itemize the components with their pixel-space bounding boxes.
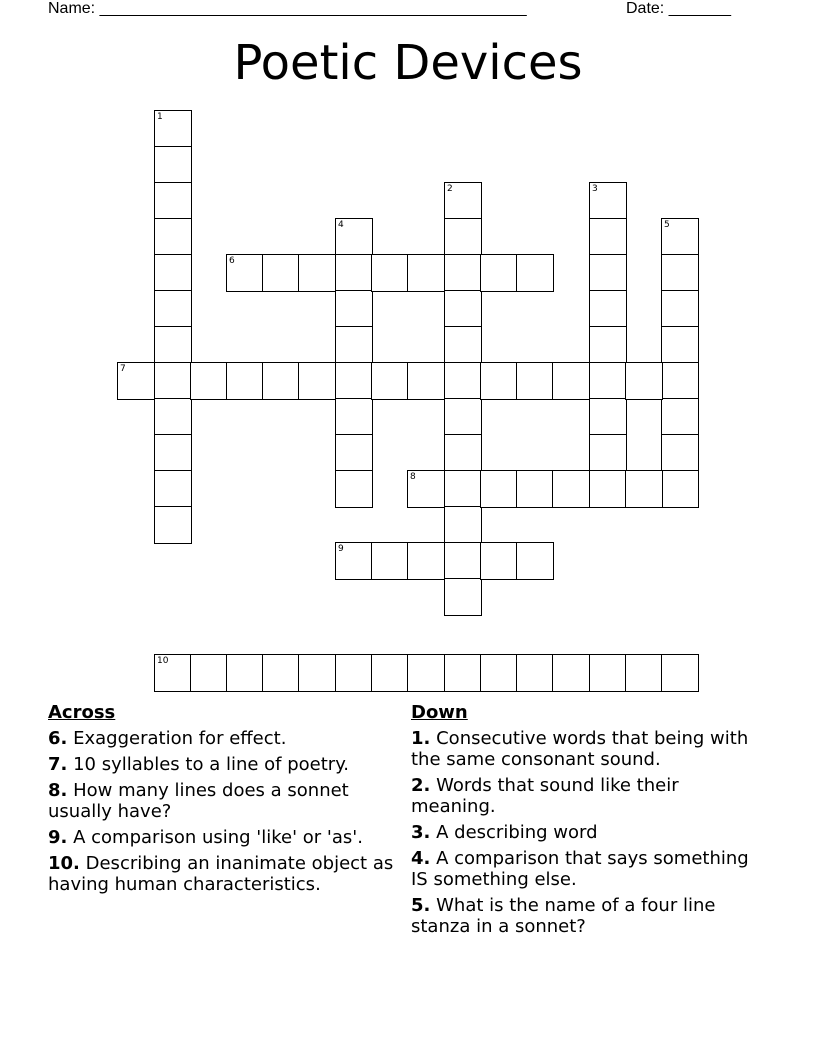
grid-cell[interactable] [335, 254, 373, 292]
grid-cell[interactable] [371, 654, 409, 692]
grid-cell[interactable] [589, 362, 627, 400]
grid-cell-8[interactable] [407, 470, 445, 508]
grid-cell-5[interactable] [661, 218, 699, 256]
cell-number: 2 [447, 184, 453, 194]
grid-cell[interactable] [154, 326, 192, 364]
clue-number: 10. [48, 853, 80, 874]
clue-text: Exaggeration for effect. [73, 728, 287, 749]
grid-cell[interactable] [589, 254, 627, 292]
clue-number: 8. [48, 780, 68, 801]
clue-number: 6. [48, 728, 68, 749]
date-field[interactable]: Date: _______ [626, 0, 731, 17]
grid-cell[interactable] [661, 254, 699, 292]
clue-number: 4. [411, 848, 431, 869]
grid-cell[interactable] [444, 578, 482, 616]
grid-cell[interactable] [589, 326, 627, 364]
grid-cell-7[interactable] [117, 362, 155, 400]
page-title: Poetic Devices [233, 35, 583, 91]
cell-number: 10 [157, 656, 169, 666]
grid-cell[interactable] [589, 654, 627, 692]
grid-cell[interactable] [661, 326, 699, 364]
down-clue-1 [411, 728, 761, 770]
clue-text: Words that sound like their meaning. [411, 775, 679, 817]
clue-number: 5. [411, 895, 431, 916]
grid-cell[interactable] [335, 654, 373, 692]
grid-cell[interactable] [480, 654, 518, 692]
grid-cell[interactable] [298, 654, 336, 692]
cell-number: 9 [338, 544, 344, 554]
grid-cell[interactable] [262, 254, 300, 292]
grid-cell[interactable] [444, 218, 482, 256]
grid-cell[interactable] [661, 362, 699, 400]
grid-cell[interactable] [516, 254, 554, 292]
grid-cell[interactable] [335, 398, 373, 436]
grid-cell[interactable] [154, 218, 192, 256]
across-clue-8 [48, 780, 398, 822]
name-field[interactable]: Name: ________________________________________________ [48, 0, 527, 17]
grid-cell-3[interactable] [589, 182, 627, 220]
grid-cell[interactable] [371, 254, 409, 292]
grid-cell[interactable] [226, 654, 264, 692]
down-clue-2 [411, 775, 761, 817]
clue-text: What is the name of a four line stanza in a sonnet? [411, 895, 716, 937]
clue-number: 9. [48, 827, 68, 848]
grid-cell[interactable] [154, 398, 192, 436]
across-clue-9 [48, 827, 398, 848]
grid-cell[interactable] [516, 470, 554, 508]
grid-cell[interactable] [444, 654, 482, 692]
grid-cell[interactable] [190, 362, 228, 400]
grid-cell[interactable] [444, 362, 482, 400]
clue-number: 1. [411, 728, 431, 749]
down-clue-5 [411, 895, 761, 937]
down-clue-4 [411, 848, 761, 890]
clue-text: A comparison that says something IS something else. [411, 848, 749, 890]
grid-cell[interactable] [480, 470, 518, 508]
grid-cell[interactable] [154, 434, 192, 472]
grid-cell[interactable] [444, 542, 482, 580]
grid-cell[interactable] [444, 290, 482, 328]
grid-cell[interactable] [625, 654, 663, 692]
grid-cell[interactable] [625, 362, 663, 400]
grid-cell[interactable] [589, 290, 627, 328]
down-clues [411, 702, 761, 942]
grid-cell[interactable] [589, 470, 627, 508]
grid-cell[interactable] [661, 290, 699, 328]
cell-number: 8 [410, 472, 416, 482]
grid-cell-6[interactable] [226, 254, 264, 292]
grid-cell[interactable] [480, 254, 518, 292]
across-clues [48, 702, 398, 900]
grid-cell[interactable] [552, 654, 590, 692]
grid-cell[interactable] [589, 434, 627, 472]
grid-cell-10[interactable] [154, 654, 192, 692]
grid-cell[interactable] [661, 434, 699, 472]
grid-cell[interactable] [371, 362, 409, 400]
grid-cell[interactable] [335, 362, 373, 400]
down-clue-3 [411, 822, 761, 843]
grid-cell[interactable] [407, 654, 445, 692]
grid-cell[interactable] [480, 542, 518, 580]
grid-cell[interactable] [480, 362, 518, 400]
grid-cell-9[interactable] [335, 542, 373, 580]
grid-cell[interactable] [335, 470, 373, 508]
across-clue-10 [48, 853, 398, 895]
grid-cell-4[interactable] [335, 218, 373, 256]
cell-number: 5 [664, 220, 670, 230]
clue-text: A comparison using 'like' or 'as'. [73, 827, 363, 848]
grid-cell[interactable] [298, 362, 336, 400]
grid-cell[interactable] [154, 146, 192, 184]
grid-cell[interactable] [262, 362, 300, 400]
grid-cell[interactable] [371, 542, 409, 580]
grid-cell[interactable] [444, 470, 482, 508]
grid-cell[interactable] [407, 542, 445, 580]
grid-cell-2[interactable] [444, 182, 482, 220]
cell-number: 6 [229, 256, 235, 266]
grid-cell[interactable] [154, 362, 192, 400]
grid-cell[interactable] [661, 398, 699, 436]
clue-text: 10 syllables to a line of poetry. [73, 754, 349, 775]
grid-cell[interactable] [661, 470, 699, 508]
cell-number: 4 [338, 220, 344, 230]
grid-cell[interactable] [154, 290, 192, 328]
clue-text: Consecutive words that being with the same consonant sound. [411, 728, 749, 770]
clue-number: 3. [411, 822, 431, 843]
grid-cell[interactable] [516, 362, 554, 400]
cell-number: 3 [592, 184, 598, 194]
cell-number: 1 [157, 112, 163, 122]
grid-cell[interactable] [444, 398, 482, 436]
grid-cell[interactable] [407, 254, 445, 292]
grid-cell[interactable] [444, 326, 482, 364]
grid-cell[interactable] [589, 218, 627, 256]
grid-cell[interactable] [335, 290, 373, 328]
grid-cell[interactable] [444, 254, 482, 292]
grid-cell-1[interactable] [154, 110, 192, 148]
grid-cell[interactable] [298, 254, 336, 292]
clue-text: Describing an inanimate object as having human characteristics. [48, 853, 394, 895]
clue-number: 7. [48, 754, 68, 775]
grid-cell[interactable] [154, 254, 192, 292]
clue-text: A describing word [436, 822, 598, 843]
grid-cell[interactable] [444, 506, 482, 544]
down-heading: Down [411, 702, 468, 723]
grid-cell[interactable] [661, 654, 699, 692]
clue-text: How many lines does a sonnet usually have? [48, 780, 349, 822]
grid-cell[interactable] [262, 654, 300, 692]
grid-cell[interactable] [154, 182, 192, 220]
across-clue-6 [48, 728, 398, 749]
grid-cell[interactable] [552, 470, 590, 508]
grid-cell[interactable] [335, 434, 373, 472]
clue-number: 2. [411, 775, 431, 796]
grid-cell[interactable] [335, 326, 373, 364]
grid-cell[interactable] [226, 362, 264, 400]
across-heading: Across [48, 702, 116, 723]
grid-cell[interactable] [589, 398, 627, 436]
grid-cell[interactable] [625, 470, 663, 508]
grid-cell[interactable] [444, 434, 482, 472]
grid-cell[interactable] [552, 362, 590, 400]
grid-cell[interactable] [190, 654, 228, 692]
grid-cell[interactable] [154, 470, 192, 508]
grid-cell[interactable] [516, 542, 554, 580]
across-clue-7 [48, 754, 398, 775]
grid-cell[interactable] [154, 506, 192, 544]
grid-cell[interactable] [407, 362, 445, 400]
grid-cell[interactable] [516, 654, 554, 692]
cell-number: 7 [120, 364, 126, 374]
